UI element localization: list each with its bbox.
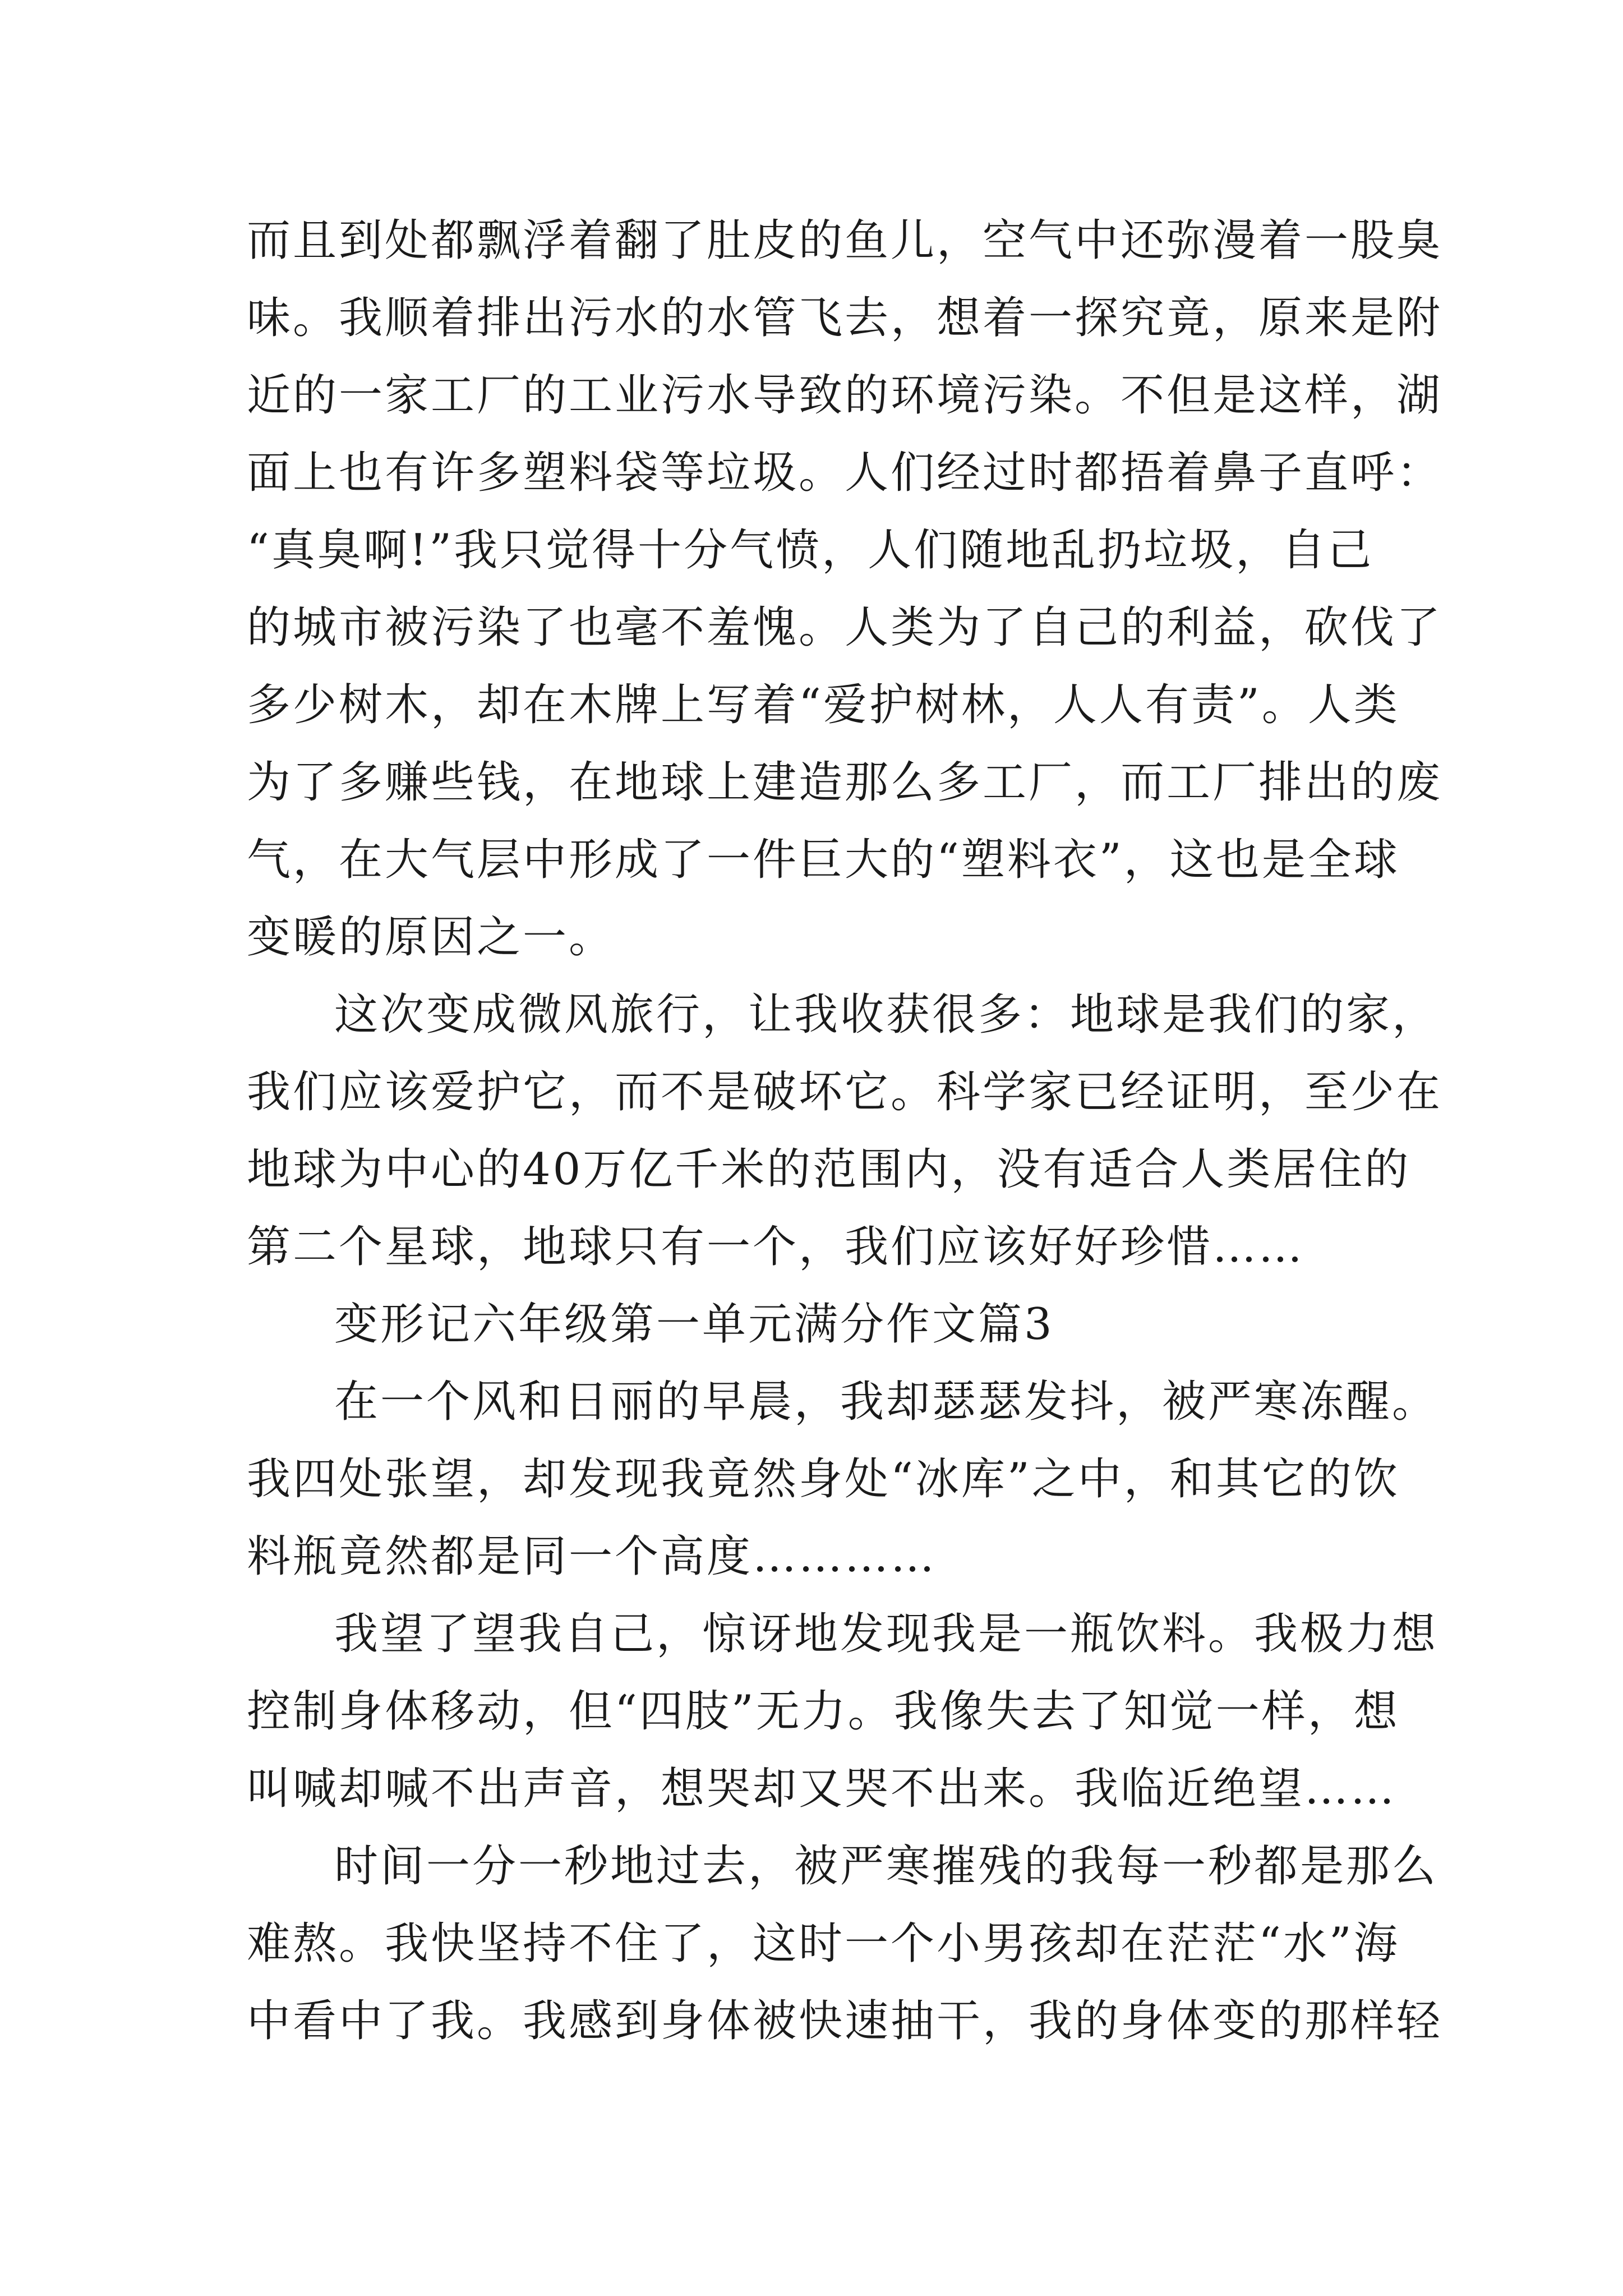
text-line: 第二个星球，地球只有一个，我们应该好好珍惜…… [247, 1222, 1305, 1272]
paragraph-start-line: 在一个风和日丽的早晨，我却瑟瑟发抖，被严寒冻醒。 [334, 1377, 1438, 1427]
text-line: 我们应该爱护它，而不是破坏它。科学家已经证明，至少在 [247, 1067, 1443, 1117]
text-line: 叫喊却喊不出声音，想哭却又哭不出来。我临近绝望…… [247, 1764, 1397, 1814]
paragraph-start-line: 这次变成微风旅行，让我收获很多：地球是我们的家， [334, 990, 1438, 1040]
text-line: 面上也有许多塑料袋等垃圾。人们经过时都捂着鼻子直呼： [247, 448, 1443, 498]
text-line: 近的一家工厂的工业污水导致的环境污染。不但是这样，湖 [247, 370, 1443, 421]
text-line: 控制身体移动，但“四肢”无力。我像失去了知觉一样，想 [247, 1686, 1400, 1737]
text-line: 味。我顺着排出污水的水管飞去，想着一探究竟，原来是附 [247, 293, 1443, 343]
text-line: 我四处张望，却发现我竟然身处“冰库”之中，和其它的饮 [247, 1454, 1400, 1504]
text-line: 为了多赚些钱，在地球上建造那么多工厂，而工厂排出的废 [247, 757, 1443, 808]
text-line: 中看中了我。我感到身体被快速抽干，我的身体变的那样轻 [247, 1996, 1443, 2046]
text-line: 而且到处都飘浮着翻了肚皮的鱼儿，空气中还弥漫着一股臭 [247, 215, 1443, 266]
text-line: 多少树木，却在木牌上写着“爱护树林，人人有责”。人类 [247, 680, 1400, 730]
document-body [247, 202, 1443, 2060]
text-line: 气，在大气层中形成了一件巨大的“塑料衣”，这也是全球 [247, 835, 1400, 885]
paragraph-start-line: 我望了望我自己，惊讶地发现我是一瓶饮料。我极力想 [334, 1609, 1438, 1659]
text-line: “真臭啊!”我只觉得十分气愤，人们随地乱扔垃圾，自己 [247, 525, 1374, 576]
text-line: 变暖的原因之一。 [247, 912, 615, 963]
text-line: 难熬。我快坚持不住了，这时一个小男孩却在茫茫“水”海 [247, 1918, 1400, 1969]
section-heading: 变形记六年级第一单元满分作文篇3 [334, 1299, 1054, 1350]
text-line: 料瓶竟然都是同一个高度………… [247, 1531, 937, 1582]
text-line: 的城市被污染了也毫不羞愧。人类为了自己的利益，砍伐了 [247, 602, 1443, 653]
paragraph-start-line: 时间一分一秒地过去，被严寒摧残的我每一秒都是那么 [334, 1841, 1438, 1892]
text-line: 地球为中心的40万亿千米的范围内，没有适合人类居住的 [247, 1144, 1411, 1195]
